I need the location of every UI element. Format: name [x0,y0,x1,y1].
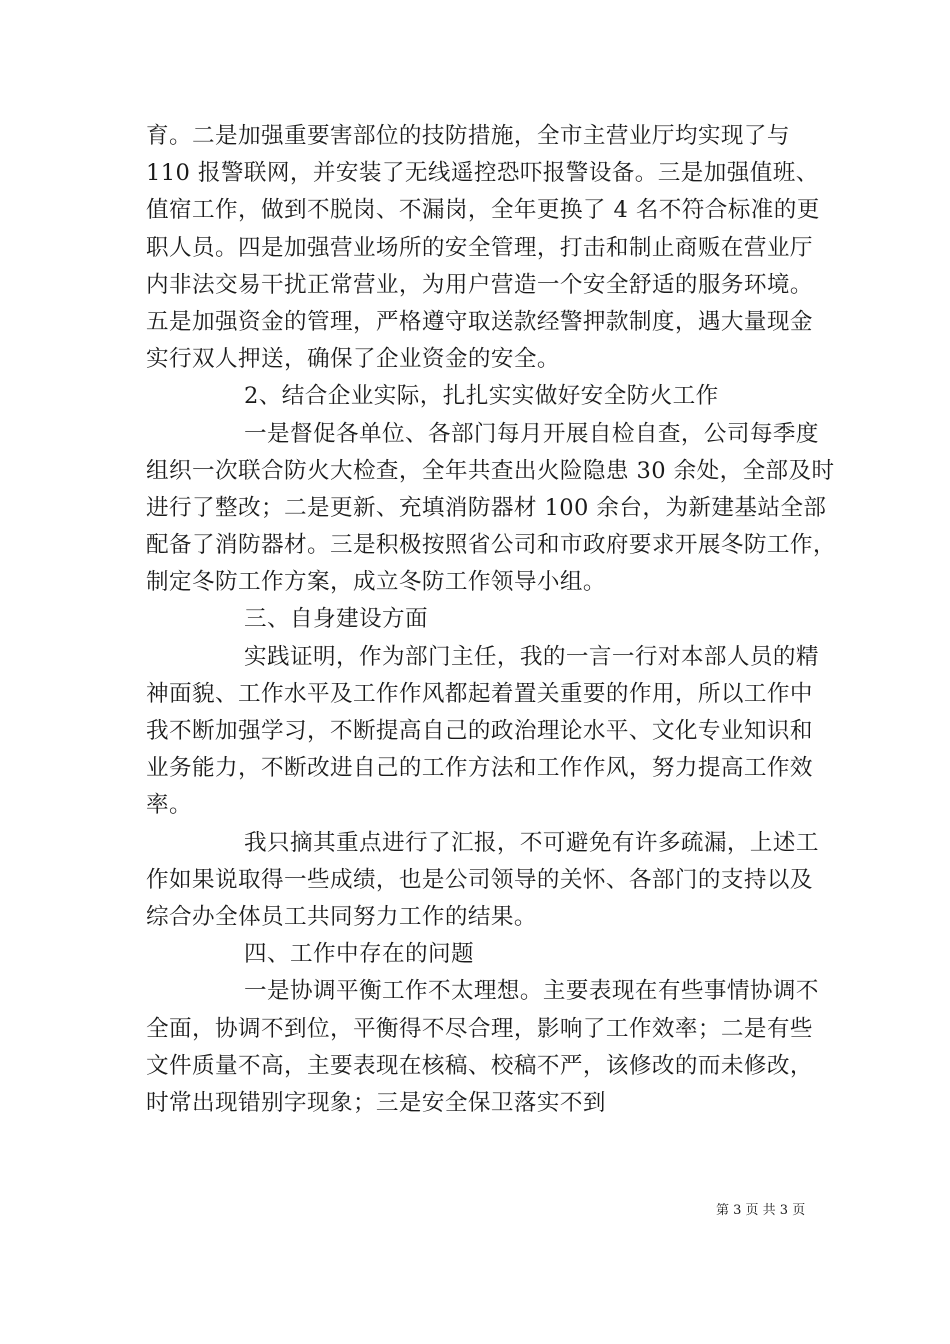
text-line: 率。 [146,792,192,819]
text-line: 职人员。四是加强营业场所的安全管理，打击和制止商贩在营业厅 [146,234,813,261]
text-line: 实行双人押送，确保了企业资金的安全。 [146,346,560,373]
text-line: 时常出现错别字现象；三是安全保卫落实不到 [146,1089,606,1116]
text-line: 值宿工作，做到不脱岗、不漏岗，全年更换了 4 名不符合标准的更 [146,197,820,224]
text-line: 神面貌、工作水平及工作作风都起着置关重要的作用，所以工作中 [146,680,813,707]
text-line: 文件质量不高，主要表现在核稿、校稿不严，该修改的而未修改， [146,1052,813,1079]
text-line: 一是协调平衡工作不太理想。主要表现在有些事情协调不 [244,978,819,1005]
text-line: 110 报警联网，并安装了无线遥控恐吓报警设备。三是加强值班、 [146,160,819,187]
text-line: 组织一次联合防火大检查，全年共查出火险隐患 30 余处，全部及时 [146,457,835,484]
text-line: 实践证明，作为部门主任，我的一言一行对本部人员的精 [244,643,819,670]
text-line: 作如果说取得一些成绩，也是公司领导的关怀、各部门的支持以及 [146,866,813,893]
text-line: 综合办全体员工共同努力工作的结果。 [146,903,537,930]
document-body [146,118,836,1122]
text-line: 我不断加强学习，不断提高自己的政治理论水平、文化专业知识和 [146,718,813,744]
section-heading: 四、工作中存在的问题 [244,941,474,968]
section-heading: 2、结合企业实际，扎扎实实做好安全防火工作 [244,383,719,410]
text-line: 内非法交易干扰正常营业，为用户营造一个安全舒适的服务环境。 [146,271,813,298]
text-line: 一是督促各单位、各部门每月开展自检自查，公司每季度 [244,420,819,447]
page-number-footer: 第 3 页 共 3 页 [716,1203,806,1218]
text-line: 配备了消防器材。三是积极按照省公司和市政府要求开展冬防工作， [146,532,836,559]
section-heading: 三、自身建设方面 [244,606,428,633]
text-line: 育。二是加强重要害部位的技防措施，全市主营业厅均实现了与 [146,123,790,149]
text-line: 制定冬防工作方案，成立冬防工作领导小组。 [146,569,606,596]
text-line: 五是加强资金的管理，严格遵守取送款经警押款制度，遇大量现金 [146,308,813,335]
text-line: 业务能力，不断改进自己的工作方法和工作作风，努力提高工作效 [146,755,813,782]
text-line: 我只摘其重点进行了汇报，不可避免有许多疏漏，上述工 [244,829,819,856]
text-line: 全面，协调不到位，平衡得不尽合理，影响了工作效率；二是有些 [146,1015,813,1042]
text-line: 进行了整改；二是更新、充填消防器材 100 余台，为新建基站全部 [146,494,827,521]
